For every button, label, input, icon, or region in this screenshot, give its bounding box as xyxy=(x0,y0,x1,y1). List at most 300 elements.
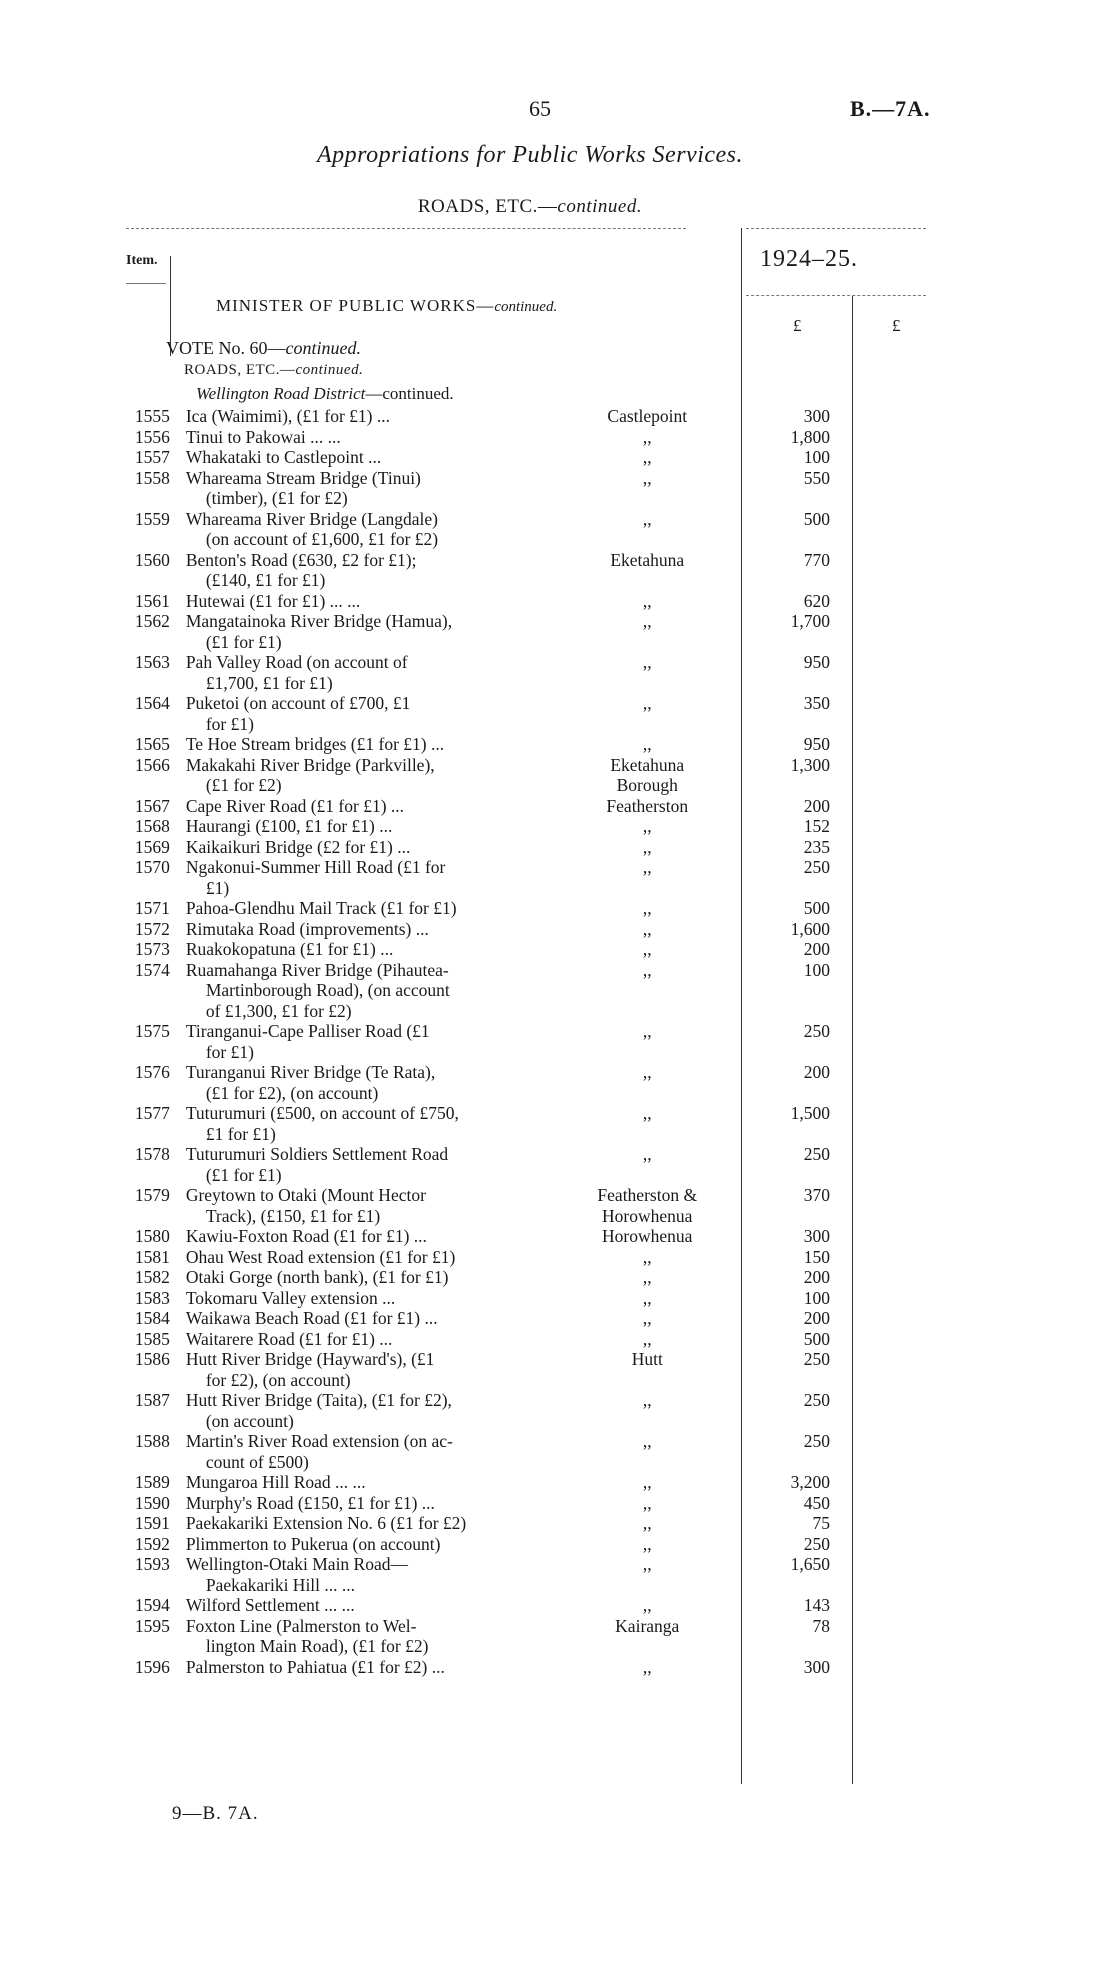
table-row xyxy=(122,652,852,693)
district-line: ,, xyxy=(642,1328,652,1349)
item-number: 1586 xyxy=(134,1349,170,1369)
item-amount: 200 xyxy=(803,1308,830,1328)
description-line: Waikawa Beach Road (£1 for £1) ... xyxy=(185,1308,438,1328)
description-line: Paekakariki Hill ... ... xyxy=(205,1574,356,1595)
item-district xyxy=(575,509,720,550)
item-number: 1587 xyxy=(134,1390,170,1410)
item-amount: 300 xyxy=(803,1656,830,1677)
item-amount: 100 xyxy=(803,1287,830,1308)
description-line: Rimutaka Road (improvements) ... xyxy=(185,918,429,939)
table-row xyxy=(122,796,852,817)
item-number: 1575 xyxy=(134,1021,170,1041)
description-line: Palmerston to Pahiatua (£1 for £2) ... xyxy=(185,1656,445,1677)
item-description xyxy=(178,1021,575,1062)
district-line: ,, xyxy=(642,1062,652,1082)
item-amount: 152 xyxy=(803,816,830,836)
district-line: ,, xyxy=(642,1554,652,1574)
description-line: Kawiu-Foxton Road (£1 for £1) ... xyxy=(185,1226,427,1246)
item-district xyxy=(575,755,720,796)
district-line: ,, xyxy=(642,1103,652,1123)
item-description xyxy=(178,1144,575,1185)
item-district xyxy=(575,1308,720,1329)
header-rule-year xyxy=(746,228,926,229)
item-district xyxy=(575,857,720,898)
item-district xyxy=(575,1247,720,1268)
item-amount: 200 xyxy=(803,939,830,959)
item-district xyxy=(575,919,720,940)
item-district xyxy=(575,960,720,1022)
description-line: for £2), (on account) xyxy=(205,1369,351,1390)
item-number: 1585 xyxy=(134,1328,170,1349)
table-row xyxy=(122,898,852,919)
item-number: 1555 xyxy=(134,406,170,426)
table-row xyxy=(122,1349,852,1390)
item-district xyxy=(575,1534,720,1555)
description-line: £1,700, £1 for £1) xyxy=(205,672,333,693)
item-district xyxy=(575,816,720,837)
item-district xyxy=(575,1062,720,1103)
description-line: Whakataki to Castlepoint ... xyxy=(185,447,382,467)
table-row xyxy=(122,755,852,796)
item-number: 1596 xyxy=(134,1656,170,1677)
table-row xyxy=(122,1595,852,1616)
item-amount: 235 xyxy=(803,836,830,857)
description-line: Paekakariki Extension No. 6 (£1 for £2) xyxy=(185,1513,467,1533)
item-description xyxy=(178,919,575,940)
description-line: Ica (Waimimi), (£1 for £1) ... xyxy=(185,406,390,426)
description-line: Whareama Stream Bridge (Tinui) xyxy=(185,467,421,488)
item-description xyxy=(178,693,575,734)
description-line: Tokomaru Valley extension ... xyxy=(185,1287,396,1308)
item-number: 1567 xyxy=(134,795,170,816)
district-line: ,, xyxy=(642,1656,652,1677)
item-number: 1562 xyxy=(134,611,170,631)
district-line: ,, xyxy=(642,447,652,467)
description-line: Hutt River Bridge (Hayward's), (£1 xyxy=(185,1349,435,1369)
district-line: ,, xyxy=(642,426,652,447)
item-amount: 78 xyxy=(812,1615,830,1636)
section-continued: continued. xyxy=(557,196,643,217)
item-description xyxy=(178,755,575,796)
item-number: 1568 xyxy=(134,816,170,836)
item-amount: 250 xyxy=(803,857,830,877)
district-line: Eketahuna xyxy=(610,754,685,775)
table-row xyxy=(122,1390,852,1431)
item-number: 1564 xyxy=(134,693,170,713)
district-line: Castlepoint xyxy=(607,406,688,426)
item-description xyxy=(178,509,575,550)
item-description xyxy=(178,1267,575,1288)
item-description xyxy=(178,1247,575,1268)
district-line: ,, xyxy=(642,1287,652,1308)
table-row xyxy=(122,1513,852,1534)
description-line: Turanganui River Bridge (Te Rata), xyxy=(185,1062,436,1082)
table-row xyxy=(122,1185,852,1226)
district-line: ,, xyxy=(642,1472,652,1492)
item-description xyxy=(178,734,575,755)
item-amount: 250 xyxy=(803,1533,830,1554)
district-line: ,, xyxy=(642,1308,652,1328)
description-line: of £1,300, £1 for £2) xyxy=(205,1000,352,1021)
district-line: ,, xyxy=(642,857,652,877)
table-row xyxy=(122,1472,852,1493)
description-line: Ohau West Road extension (£1 for £1) xyxy=(185,1246,456,1267)
item-description xyxy=(178,1062,575,1103)
table-row xyxy=(122,1062,852,1103)
item-number: 1574 xyxy=(134,959,170,980)
district-continued: —continued. xyxy=(365,384,454,403)
item-amount: 1,600 xyxy=(790,918,830,939)
district-label: Wellington Road District xyxy=(196,384,366,403)
table-row xyxy=(122,1554,852,1595)
item-description xyxy=(178,1226,575,1247)
table-row xyxy=(122,1144,852,1185)
item-district xyxy=(575,693,720,734)
item-amount: 250 xyxy=(803,1021,830,1041)
item-district xyxy=(575,611,720,652)
item-district xyxy=(575,447,720,468)
item-district xyxy=(575,898,720,919)
appropriations-table xyxy=(122,406,852,1677)
vote-continued: continued. xyxy=(285,338,361,358)
item-description xyxy=(178,1513,575,1534)
item-description xyxy=(178,1554,575,1595)
item-description xyxy=(178,1288,575,1309)
item-district xyxy=(575,939,720,960)
item-description xyxy=(178,1329,575,1350)
table-row xyxy=(122,1534,852,1555)
item-district xyxy=(575,591,720,612)
roads-heading xyxy=(184,362,363,379)
district-line: ,, xyxy=(642,1144,652,1164)
item-description xyxy=(178,406,575,427)
item-district xyxy=(575,550,720,591)
item-number: 1571 xyxy=(134,898,170,918)
district-line: ,, xyxy=(642,1595,652,1615)
table-row xyxy=(122,693,852,734)
item-amount: 1,700 xyxy=(790,611,830,631)
district-line: ,, xyxy=(642,1492,652,1513)
table-row xyxy=(122,1616,852,1657)
table-row xyxy=(122,816,852,837)
table-row xyxy=(122,1288,852,1309)
item-amount: 300 xyxy=(803,406,830,426)
document-reference: B.—7A. xyxy=(850,96,931,121)
item-description xyxy=(178,1472,575,1493)
item-amount: 620 xyxy=(803,590,830,611)
item-district xyxy=(575,1390,720,1431)
item-district xyxy=(575,406,720,427)
district-line: ,, xyxy=(642,898,652,918)
item-amount: 150 xyxy=(803,1246,830,1267)
item-amount: 250 xyxy=(803,1349,830,1369)
item-district xyxy=(575,1513,720,1534)
table-row xyxy=(122,1103,852,1144)
item-number: 1558 xyxy=(134,467,170,488)
description-line: Murphy's Road (£150, £1 for £1) ... xyxy=(185,1492,435,1513)
item-amount: 450 xyxy=(803,1492,830,1513)
description-line: Pahoa-Glendhu Mail Track (£1 for £1) xyxy=(185,898,457,918)
description-line: Benton's Road (£630, £2 for £1); xyxy=(185,549,417,570)
item-number: 1556 xyxy=(134,426,170,447)
table-row xyxy=(122,1431,852,1472)
description-line: (£1 for £1) xyxy=(205,631,282,652)
district-line: ,, xyxy=(642,836,652,857)
item-number: 1573 xyxy=(134,939,170,959)
item-district xyxy=(575,1349,720,1390)
district-line: ,, xyxy=(642,1021,652,1041)
table-row xyxy=(122,1021,852,1062)
description-line: (£1 for £2), (on account) xyxy=(205,1082,379,1103)
item-description xyxy=(178,447,575,468)
item-district xyxy=(575,1472,720,1493)
district-line: ,, xyxy=(642,1246,652,1267)
item-amount: 100 xyxy=(803,447,830,467)
item-number: 1584 xyxy=(134,1308,170,1328)
district-line: ,, xyxy=(642,1533,652,1554)
item-number: 1563 xyxy=(134,652,170,672)
description-line: count of £500) xyxy=(205,1451,309,1472)
description-line: Whareama River Bridge (Langdale) xyxy=(185,508,438,529)
description-line: Foxton Line (Palmerston to Wel- xyxy=(185,1615,417,1636)
description-line: Martinborough Road), (on account xyxy=(205,980,450,1000)
item-district xyxy=(575,1267,720,1288)
item-number: 1580 xyxy=(134,1226,170,1246)
year-column-header: 1924–25. xyxy=(760,246,858,272)
item-amount: 950 xyxy=(803,734,830,754)
description-line: lington Main Road), (£1 for £2) xyxy=(205,1636,429,1656)
district-heading xyxy=(196,384,454,404)
description-line: Cape River Road (£1 for £1) ... xyxy=(185,795,405,816)
page-title: Appropriations for Public Works Services. xyxy=(316,142,744,168)
item-description xyxy=(178,1595,575,1616)
item-district xyxy=(575,427,720,448)
description-line: Tiranganui-Cape Palliser Road (£1 xyxy=(185,1021,430,1041)
item-description xyxy=(178,898,575,919)
item-number: 1560 xyxy=(134,549,170,570)
description-line: for £1) xyxy=(205,1041,254,1062)
pound-header-second: £ xyxy=(892,316,901,335)
item-description xyxy=(178,1185,575,1226)
item-description xyxy=(178,1493,575,1514)
description-line: for £1) xyxy=(205,713,254,734)
item-number: 1579 xyxy=(134,1185,170,1205)
item-amount: 143 xyxy=(803,1595,830,1615)
item-district xyxy=(575,1329,720,1350)
description-line: (£140, £1 for £1) xyxy=(205,570,326,590)
table-row xyxy=(122,1226,852,1247)
item-district xyxy=(575,652,720,693)
description-line: Ngakonui-Summer Hill Road (£1 for xyxy=(185,857,446,877)
district-line: Horowhenua xyxy=(602,1205,693,1226)
item-description xyxy=(178,816,575,837)
minister-heading xyxy=(216,296,557,316)
section-title xyxy=(0,196,1060,218)
minister-label: MINISTER OF PUBLIC WORKS— xyxy=(216,296,495,315)
description-line: Puketoi (on account of £700, £1 xyxy=(185,693,411,713)
description-line: Hutewai (£1 for £1) ... ... xyxy=(185,590,361,611)
item-description xyxy=(178,591,575,612)
item-number: 1594 xyxy=(134,1595,170,1615)
district-line: ,, xyxy=(642,734,652,754)
item-district xyxy=(575,1103,720,1144)
item-amount: 75 xyxy=(812,1513,830,1533)
item-description xyxy=(178,939,575,960)
district-line: Featherston xyxy=(606,795,689,816)
item-number: 1577 xyxy=(134,1103,170,1123)
item-description xyxy=(178,1657,575,1678)
item-district xyxy=(575,1554,720,1595)
table-row xyxy=(122,1247,852,1268)
item-district xyxy=(575,1288,720,1309)
district-line: Eketahuna xyxy=(610,549,685,570)
item-district xyxy=(575,1595,720,1616)
item-description xyxy=(178,796,575,817)
item-number: 1592 xyxy=(134,1533,170,1554)
description-line: Plimmerton to Pukerua (on account) xyxy=(185,1533,441,1554)
item-description xyxy=(178,1616,575,1657)
description-line: Hutt River Bridge (Taita), (£1 for £2), xyxy=(185,1390,452,1410)
item-district xyxy=(575,837,720,858)
description-line: Ruamahanga River Bridge (Pihautea- xyxy=(185,959,449,980)
district-line: Featherston & xyxy=(597,1185,698,1205)
item-district xyxy=(575,1431,720,1472)
item-number: 1570 xyxy=(134,857,170,877)
district-line: ,, xyxy=(642,652,652,672)
description-line: £1) xyxy=(205,877,230,898)
header-rule xyxy=(126,228,686,229)
roads-continued: continued. xyxy=(295,362,364,378)
item-amount: 1,500 xyxy=(790,1103,830,1123)
description-line: Tinui to Pakowai ... ... xyxy=(185,426,341,447)
item-number: 1582 xyxy=(134,1267,170,1287)
item-district xyxy=(575,1493,720,1514)
item-number: 1588 xyxy=(134,1431,170,1451)
description-line: Makakahi River Bridge (Parkville), xyxy=(185,754,435,775)
description-line: Tuturumuri Soldiers Settlement Road xyxy=(185,1144,449,1164)
table-row xyxy=(122,1657,852,1678)
item-description xyxy=(178,1534,575,1555)
table-row xyxy=(122,406,852,427)
description-line: (£1 for £1) xyxy=(205,1164,282,1185)
description-line: Ruakokopatuna (£1 for £1) ... xyxy=(185,939,394,959)
description-line: £1 for £1) xyxy=(205,1123,276,1144)
item-amount: 500 xyxy=(803,898,830,918)
item-description xyxy=(178,1103,575,1144)
table-row xyxy=(122,919,852,940)
roads-label: ROADS, ETC.— xyxy=(184,362,296,378)
district-line: ,, xyxy=(642,1390,652,1410)
footer-reference: 9—B. 7A. xyxy=(172,1803,259,1824)
district-line: ,, xyxy=(642,918,652,939)
item-number: 1590 xyxy=(134,1492,170,1513)
item-number: 1557 xyxy=(134,447,170,467)
item-amount: 500 xyxy=(803,1328,830,1349)
table-row xyxy=(122,837,852,858)
table-row xyxy=(122,1267,852,1288)
table-row xyxy=(122,939,852,960)
total-column-divider xyxy=(852,296,853,1784)
item-district xyxy=(575,1144,720,1185)
vote-heading xyxy=(166,338,361,359)
district-line: ,, xyxy=(642,508,652,529)
item-number: 1559 xyxy=(134,508,170,529)
description-line: Greytown to Otaki (Mount Hector xyxy=(185,1185,426,1205)
item-amount: 300 xyxy=(803,1226,830,1246)
district-line: Borough xyxy=(616,775,678,795)
item-amount: 200 xyxy=(803,1267,830,1287)
table-row xyxy=(122,1493,852,1514)
item-amount: 370 xyxy=(803,1185,830,1205)
item-number: 1591 xyxy=(134,1513,170,1533)
description-line: Mungaroa Hill Road ... ... xyxy=(185,1472,366,1492)
item-amount: 250 xyxy=(803,1431,830,1451)
item-district xyxy=(575,1185,720,1226)
district-line: ,, xyxy=(642,1267,652,1287)
item-description xyxy=(178,468,575,509)
item-description xyxy=(178,1349,575,1390)
district-line: ,, xyxy=(642,611,652,631)
item-number: 1566 xyxy=(134,754,170,775)
table-row xyxy=(122,427,852,448)
description-line: Haurangi (£100, £1 for £1) ... xyxy=(185,816,393,836)
item-header-rule xyxy=(126,283,166,284)
district-line: ,, xyxy=(642,1513,652,1533)
table-row xyxy=(122,447,852,468)
description-line: Waitarere Road (£1 for £1) ... xyxy=(185,1328,393,1349)
description-line: Te Hoe Stream bridges (£1 for £1) ... xyxy=(185,734,445,754)
item-number: 1593 xyxy=(134,1554,170,1574)
description-line: Wilford Settlement ... ... xyxy=(185,1595,355,1615)
appropriations-table-body xyxy=(122,406,852,1677)
item-number: 1589 xyxy=(134,1472,170,1492)
description-line: (£1 for £2) xyxy=(205,775,282,795)
district-line: ,, xyxy=(642,693,652,713)
item-amount: 950 xyxy=(803,652,830,672)
item-number: 1576 xyxy=(134,1062,170,1082)
description-line: Wellington-Otaki Main Road— xyxy=(185,1554,408,1574)
district-line: ,, xyxy=(642,590,652,611)
vote-label: VOTE No. 60— xyxy=(166,338,286,358)
item-number: 1572 xyxy=(134,918,170,939)
table-row xyxy=(122,734,852,755)
table-row xyxy=(122,960,852,1022)
item-amount: 3,200 xyxy=(790,1472,830,1492)
table-row xyxy=(122,857,852,898)
item-amount: 500 xyxy=(803,508,830,529)
item-amount: 550 xyxy=(803,467,830,488)
table-row xyxy=(122,591,852,612)
district-line: ,, xyxy=(642,959,652,980)
minister-continued: continued. xyxy=(494,299,558,315)
table-row xyxy=(122,509,852,550)
item-description xyxy=(178,1308,575,1329)
year-header-rule xyxy=(746,295,926,296)
district-line: ,, xyxy=(642,1431,652,1451)
item-amount: 200 xyxy=(803,795,830,816)
item-description xyxy=(178,857,575,898)
district-line: Kairanga xyxy=(615,1615,680,1636)
item-number: 1581 xyxy=(134,1246,170,1267)
description-line: Mangatainoka River Bridge (Hamua), xyxy=(185,611,453,631)
item-number: 1569 xyxy=(134,836,170,857)
district-line: Hutt xyxy=(631,1349,663,1369)
item-district xyxy=(575,1226,720,1247)
item-amount: 1,650 xyxy=(790,1554,830,1574)
item-description xyxy=(178,611,575,652)
table-row xyxy=(122,468,852,509)
description-line: Martin's River Road extension (on ac- xyxy=(185,1431,453,1451)
